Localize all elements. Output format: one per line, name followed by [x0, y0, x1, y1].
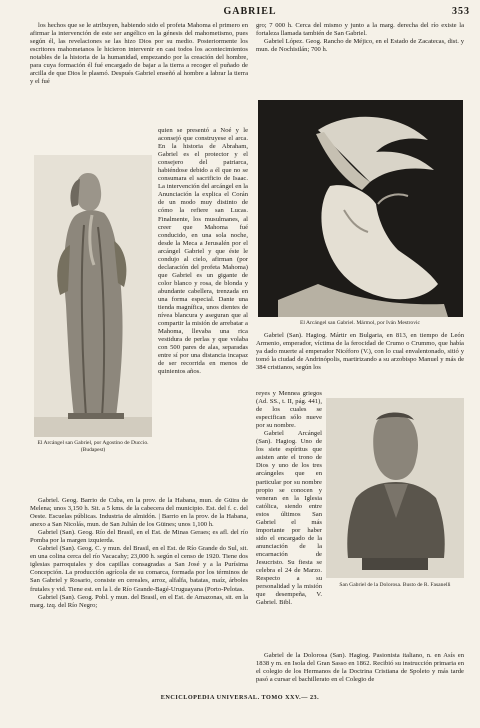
page-header [30, 6, 470, 20]
left-wrap-column [158, 127, 248, 495]
figure1-caption: El Arcángel san Gabriel, por Agostino de Duccio. (Budapest) [37, 440, 149, 453]
figure-marble-mestrovic [258, 100, 463, 317]
bust-illustration [326, 398, 464, 578]
figure-bust-fasanelli [326, 398, 464, 578]
entry-gabriel-cuba: Gabriel. Geog. Barrio de Cuba, en la prov. de la Habana, mun. de Güira de Melena; unos 3,150 h. Sit. a 5 kms. de la cabecera del municipio. Est. del f. c. del Oeste. Escuelas públicas. Industria de almidón. | Barrio en la prov. de la Habana, anexo a San Nicolás, mun. de San Julián de los Güines; unos 1,100 h. [30, 497, 248, 529]
running-title: GABRIEL [223, 6, 277, 17]
entry-san-gabriel-rio-minas: Gabriel (San). Geog. Río del Brasil, en el Est. de Minas Geraes; es afl. del río Pomba por la margen izquierda. [30, 529, 248, 545]
left-bottom-column [30, 497, 248, 690]
figure3-caption: San Gabriel de la Dolorosa. Busto de R. Fasanelli [339, 582, 451, 588]
entry-gabriel-lopez: Gabriel López. Geog. Rancho de Méjico, en el Estado de Zacatecas, dist. y mun. de Nochistlán; 700 h. [256, 38, 464, 54]
right-mid-column [256, 332, 464, 390]
left-top-text: los hechos que se le atribuyen, habiendo sido el profeta Mahoma el primero en afirmar la intervención de este ser angélico en la génesis del mahometismo, pues según él, las revelaciones se las hizo Dios por su medio. Posteriormente los escritores mahometanos le hicieron intervenir en casi todos los acontecimientos notables de la historia de la humanidad, empezando por la creación del hombre, para cuya formación él fué encargado de bajar a la tierra a recoger el puñado de arcilla de que Dios le plasmó. Después Gabriel enseñó al hombre a labrar la tierra y el fué [30, 22, 248, 86]
right-wrap-column [256, 390, 322, 650]
statue-illustration [34, 155, 152, 437]
page-number: 353 [452, 6, 470, 17]
entry-san-gabriel-rio-grande: Gabriel (San). Geog. C. y mun. del Brasil, en el Est. de Río Grande do Sul, sit. en una colina cerca del río Vacacahy; 23,000 h. según el censo de 1920. Tiene dos iglesias parroquiales y dos capillas consagradas a San José y a la Purísima Concepción. La producción agrícola de su comarca, formada por los términos de San Gabriel y Rosario, consiste en cereales, arroz, alfalfa, batatas, maíz, árboles frutales y vid. Tiene est. en la l. de Río Grande-Bagé-Uruguayana (Porto-Pelotas. [30, 545, 248, 593]
right-top-column [256, 22, 464, 96]
figure-statue-duccio [34, 155, 152, 437]
right-wrap-text: reyes y Mennea griegos (Ad. SS., t. II, pág. 441), de los cuales se especifican sólo nueve por su nombre. [256, 390, 322, 430]
right-top-text: gro; 7 000 h. Cerca del mismo y junto a la marg. derecha del río existe la fortaleza llamada también de San Gabriel. [256, 22, 464, 38]
marble-illustration [258, 100, 463, 317]
figure2-caption: El Arcángel san Gabriel. Mármol, por Iván Mestrovic [299, 320, 421, 326]
page-footer: ENCICLOPEDIA UNIVERSAL. TOMO XXV.— 23. [160, 694, 320, 701]
left-wrap-text: quien se presentó a Noé y le aconsejó que construyese el arca. En la historia de Abraham, Gabriel es el protector y el consejero del patriarca, habiéndose debido a él que no se consumara el sacrificio de Isaac. La intervención del arcángel en la Anunciación la explica el Corán de un modo muy distinto de cómo la refiere san Lucas. Finalmente, los musulmanes, al creer que Mahoma fué conducido, en una sola noche, desde la Meca a Jerusalén por el arcángel Gabriel y que éste le condujo al cielo, afirman (por declaración del profeta Mahoma) que Gabriel es un gigante de color blanco y rosa, de blonda y abundante cabellera, trenzada en una forma especial. Dante una tienda magnífica, unos dientes de nívea blancura y aseguran que al compartir la misión de arrebatar a Mahoma, llevaba una rica vestidura de perlas y que volaba con 500 pares de alas, separadas entre sí por una distancia incapaz de ser recorrida en menos de quinientos años. [158, 127, 248, 376]
right-bottom-column [256, 652, 464, 692]
entry-gabriel-dolorosa: Gabriel de la Dolorosa (San). Hagiog. Pasionista italiano, n. en Asís en 1838 y m. en Isola del Gran Sasso en 1862. Recibió su instrucción primaria en el colegio de los Hermanos de la Doctrina Cristiana de Spoleto y más tarde pasó a cursar el bachillerato en el Colegio de [256, 652, 464, 684]
entry-san-gabriel-martir: Gabriel (San). Hagiog. Mártir en Bulgaria, en 813, en tiempo de León Armenio, emperador, víctima de la ferocidad de Crumo o Crummo, que había ya dado muerte al emperador Nicéforo (V.), con lo cual envalentonado, sitió y tomó la ciudad de Andrinópolis, martirizando a su arzobispo Manuel y más de 384 cristianos, según los [256, 332, 464, 372]
entry-gabriel-arcangel: Gabriel Arcángel (San). Hagiog. Uno de los siete espíritus que asisten ante el trono de Dios y uno de los tres arcángeles que en particular por su nombre propio se conocen y veneran en la Iglesia católica, siendo entre estos últimos San Gabriel el más importante por haber sido el encargado de la anunciación de la encarnación de Jesucristo. Su fiesta se celebra el 24 de Marzo. Respecto a su personalidad y la misión que desempeña, V. Gabriel. Bibl. [256, 430, 322, 607]
entry-san-gabriel-amazonas: Gabriel (San). Geog. Pobl. y mun. del Brasil, en el Est. de Amazonas, sit. en la marg. izq. del Río Negro; [30, 593, 248, 609]
